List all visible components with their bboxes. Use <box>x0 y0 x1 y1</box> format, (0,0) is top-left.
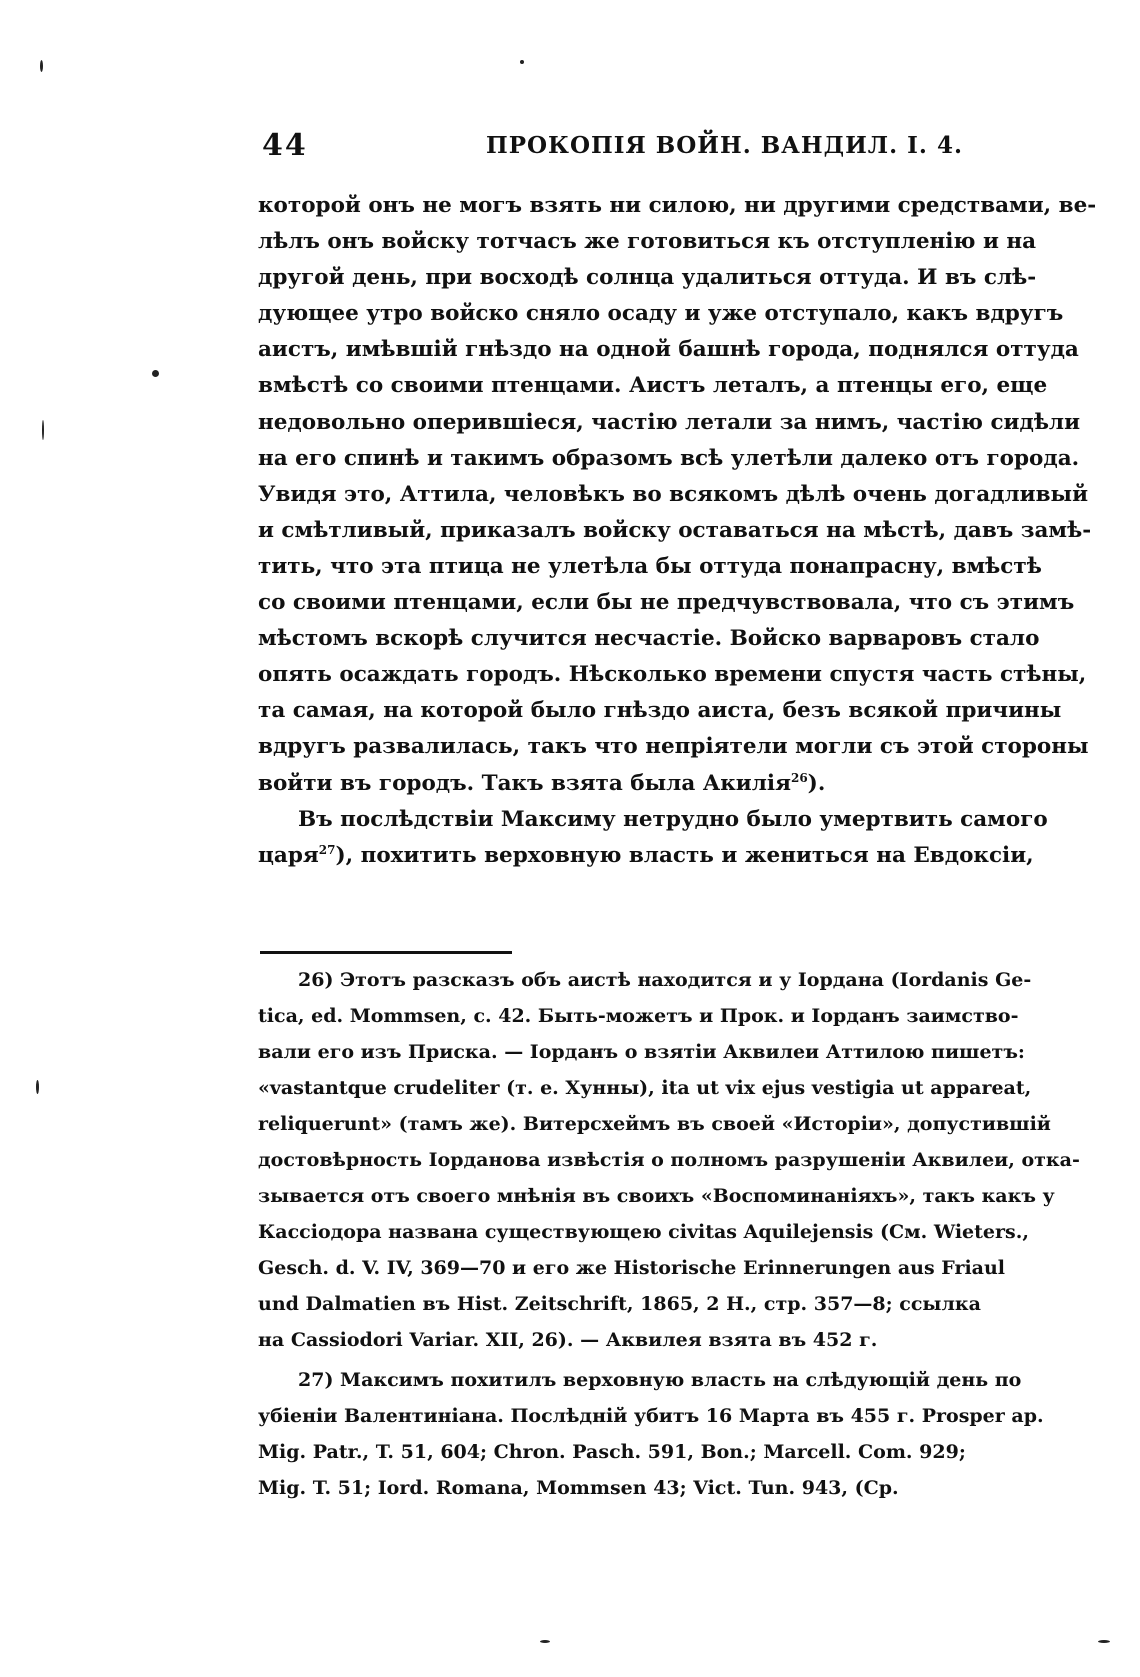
text-line: тить, что эта птица не улетѣла бы оттуда понапрасну, вмѣстѣ <box>258 553 1042 579</box>
footnote-ref-26[interactable]: 26 <box>790 770 808 785</box>
footnote-line: достовѣрность Іорданова извѣстія о полномъ разрушеніи Аквилеи, отка- <box>258 1149 1080 1171</box>
footnote-line: зывается отъ своего мнѣнія въ своихъ «Воспоминаніяхъ», такъ какъ у <box>258 1185 1055 1207</box>
text-line: которой онъ не могъ взять ни силою, ни другими средствами, ве- <box>258 193 1097 218</box>
text-line: недовольно оперившіеся, частію летали за нимъ, частію сидѣли <box>258 409 1081 435</box>
footnote-line: Кассіодора названа существующею civitas Aquilejensis (Cм. Wieters., <box>258 1221 1029 1243</box>
main-text <box>258 188 1097 874</box>
footnote-27 <box>258 1362 1044 1506</box>
text-line: вдругъ развалилась, такъ что непріятели могли съ этой стороны <box>258 734 1089 760</box>
text-line: Въ послѣдствіи Максиму нетрудно было умертвить самого <box>298 806 1048 832</box>
footnote-line: вали его изъ Приска. — Іорданъ о взятіи Аквилеи Аттилою пишетъ: <box>258 1041 1025 1063</box>
scan-speck <box>540 1640 550 1643</box>
text-line: вмѣстѣ со своими птенцами. Аистъ леталъ, а птенцы его, еще <box>258 373 1048 399</box>
footnote-line: tica, ed. Mommsen, c. 42. Быть-можетъ и Прок. и Іорданъ заимство- <box>258 1005 1019 1027</box>
scan-speck <box>40 60 43 72</box>
footnote-ref-27[interactable]: 27 <box>318 842 336 857</box>
footnotes <box>258 962 1080 1506</box>
text-line: другой день, при восходѣ солнца удалиться оттуда. И въ слѣ- <box>258 265 1037 291</box>
text-line <box>258 838 1034 874</box>
text-fragment: царя <box>258 842 319 868</box>
text-line: мѣстомъ вскорѣ случится несчастіе. Войско варваровъ стало <box>258 626 1040 652</box>
scan-speck <box>152 370 159 377</box>
footnote-line: Mig. Patr., T. 51, 604; Chron. Pasch. 591, Bon.; Marcell. Com. 929; <box>258 1441 966 1463</box>
footnote-line: 26) Этотъ разсказъ объ аистѣ находится и у Іордана (Iordanis Ge- <box>298 969 1032 991</box>
text-line: лѣлъ онъ войску тотчасъ же готовиться къ отступленію и на <box>258 229 1037 255</box>
text-line: со своими птенцами, если бы не предчувствовала, что съ этимъ <box>258 590 1075 616</box>
footnote-line: 27) Максимъ похитилъ верховную власть на слѣдующій день по <box>298 1369 1022 1391</box>
footnote-line: «vastantque crudeliter (т. е. Хунны), ita ut vix ejus vestigia ut appareat, <box>258 1077 1032 1099</box>
text-line: та самая, на которой было гнѣздо аиста, безъ всякой причины <box>258 698 1062 724</box>
running-head: ПРОКОПІЯ ВОЙН. ВАНДИЛ. I. 4. <box>486 132 963 159</box>
text-line: на его спинѣ и такимъ образомъ всѣ улетѣли далеко отъ города. <box>258 445 1080 471</box>
scan-speck <box>42 420 44 440</box>
scan-speck <box>1098 1640 1110 1643</box>
scan-speck <box>36 1080 39 1094</box>
paragraph-1 <box>258 188 1097 802</box>
text-line: дующее утро войско сняло осаду и уже отступало, какъ вдругъ <box>258 301 1064 327</box>
text-line: Увидя это, Аттила, человѣкъ во всякомъ дѣлѣ очень догадливый <box>258 481 1089 507</box>
text-line: аистъ, имѣвшій гнѣздо на одной башнѣ города, поднялся оттуда <box>258 337 1079 363</box>
footnote-26 <box>258 962 1080 1358</box>
footnote-line: Mig. T. 51; Iord. Romana, Mommsen 43; Vict. Tun. 943, (Cp. <box>258 1477 899 1499</box>
text-fragment: ). <box>807 770 826 796</box>
text-fragment: войти въ городъ. Такъ взята была Акилія <box>258 770 791 796</box>
text-line-last <box>258 766 858 802</box>
footnote-divider <box>260 951 512 954</box>
footnote-line: Gesch. d. V. IV, 369—70 и его же Historische Erinnerungen aus Friaul <box>258 1257 1006 1279</box>
footnote-line: убіеніи Валентиніана. Послѣдній убитъ 16 Марта въ 455 г. Prosper ap. <box>258 1405 1044 1427</box>
page-header <box>262 128 963 168</box>
page-number: 44 <box>262 128 308 163</box>
text-fragment: ), похитить верховную власть и жениться на Евдоксіи, <box>335 842 1034 868</box>
text-line: опять осаждать городъ. Нѣсколько времени спустя часть стѣны, <box>258 662 1087 688</box>
footnote-line: reliquerunt» (тамъ же). Витерсхеймъ въ своей «Исторіи», допустившій <box>258 1113 1051 1135</box>
scan-speck <box>520 60 524 64</box>
text-line: и смѣтливый, приказалъ войску оставаться на мѣстѣ, давъ замѣ- <box>258 517 1092 543</box>
footnote-line-last: на Cassiodori Variar. XII, 26). — Аквилея взята въ 452 г. <box>258 1329 878 1351</box>
footnote-line: und Dalmatien въ Hist. Zeitschrift, 1865, 2 H., стр. 357—8; ссылка <box>258 1293 981 1315</box>
paragraph-2 <box>258 802 1048 874</box>
